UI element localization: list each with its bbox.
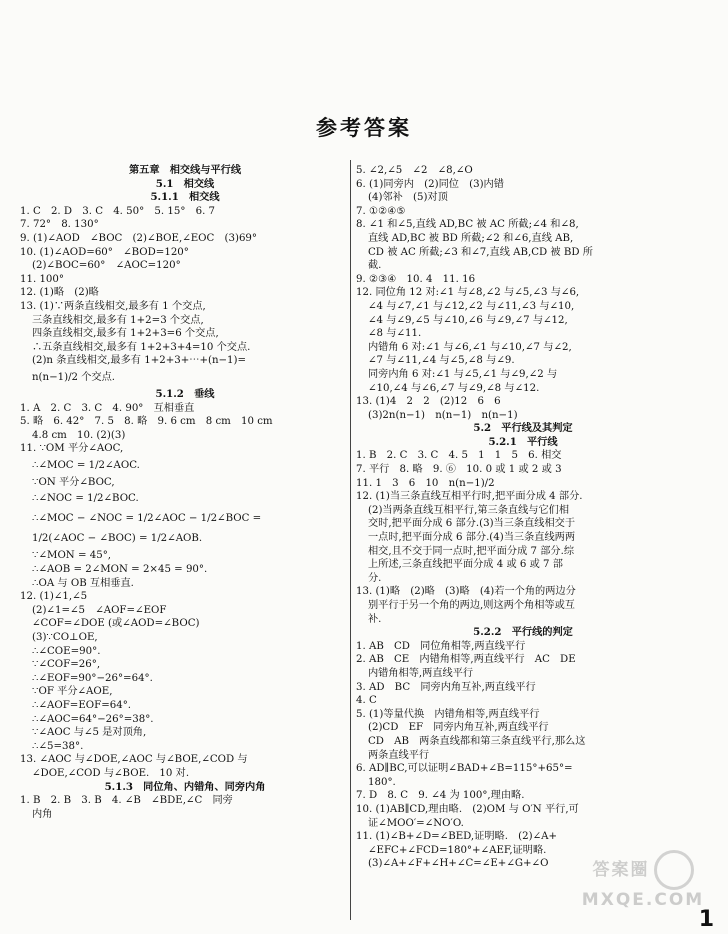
answer-line: 9. ②③④ 10. 4 11. 16 [356, 273, 476, 285]
answer-line: ∠COF=∠DOE (或∠AOD=∠BOC) [32, 618, 200, 630]
watermark-logo: 答案圈 MXQE.COM [568, 850, 718, 920]
answer-line: ∠8 与∠11. [368, 328, 422, 340]
answer-line: ∴五条直线相交,最多有 1+2+3+4=10 个交点. [32, 341, 251, 353]
answer-line: 1. A 2. C 3. C 4. 90° 互相垂直 [20, 402, 195, 414]
answer-line: (2)∠BOC=60° ∠AOC=120° [32, 260, 181, 272]
answer-line: 证∠MOO′=∠NO′O. [368, 817, 464, 829]
answer-line: CD 被 AC 所截;∠3 和∠7,直线 AB,CD 被 BD 所 [368, 246, 593, 258]
answer-line: 13. (1)略 (2)略 (3)略 (4)若一个角的两边分 [356, 586, 576, 598]
answer-line: n(n−1)/2 个交点. [32, 371, 116, 383]
answer-line: ∴∠AOC=64°−26°=38°. [32, 713, 154, 725]
answer-line: 11. 1 3 6 10 n(n−1)/2 [356, 477, 495, 489]
answer-line: ∠EFC+∠FCD=180°+∠AEF,证明略. [368, 844, 547, 856]
answer-line: 1. B 2. C 3. C 4. 5 1 1 5 6. 相交 [356, 450, 562, 462]
answer-line: ∠4 与∠9,∠5 与∠10,∠6 与∠9,∠7 与∠12, [368, 314, 568, 326]
page-title: 参考答案 [316, 115, 412, 140]
answer-line: 交时,把平面分成 6 部分.(3)当三条直线相交于 [368, 518, 576, 530]
answer-line: 6. AD∥BC,可以证明∠BAD+∠B=115°+65°= [356, 763, 573, 775]
answer-line: 1. B 2. B 3. B 4. ∠B ∠BDE,∠C 同旁 [20, 795, 233, 807]
answer-line: 上所述,三条直线把平面分成 4 或 6 或 7 部 [368, 559, 563, 571]
answer-line: ∴OA 与 OB 互相垂直. [32, 577, 134, 589]
answer-line: 两条直线平行 [368, 749, 430, 761]
answer-line: 5.2.2 平行线的判定 [473, 626, 573, 639]
answer-line: 7. 72° 8. 130° [20, 219, 99, 231]
answer-line: (2)∠1=∠5 ∠AOF=∠EOF [32, 604, 167, 616]
answer-line: ∠10,∠4 与∠6,∠7 与∠9,∠8 与∠12. [368, 382, 540, 394]
answer-line: ∴∠AOF=EOF=64°. [32, 700, 132, 711]
answer-line: 1. AB CD 同位角相等,两直线平行 [356, 640, 526, 652]
answer-line: (3)2n(n−1) n(n−1) n(n−1) [368, 409, 518, 421]
answer-line: 13. ∠AOC 与∠DOE,∠AOC 与∠BOE,∠COD 与 [20, 754, 248, 766]
answer-line: 7. 平行 8. 略 9. ⑥ 10. 0 或 1 或 2 或 3 [356, 464, 562, 476]
answer-line: ∠4 与∠7,∠1 与∠12,∠2 与∠11,∠3 与∠10, [368, 300, 575, 312]
answer-line: 10. (1)AB∥CD,理由略. (2)OM 与 O′N 平行,可 [356, 803, 579, 815]
answer-line: ∵OF 平分∠AOE, [32, 686, 113, 698]
answer-line: 10. (1)∠AOD=60° ∠BOD=120° [20, 246, 189, 258]
answer-line: (3)∠A+∠F+∠H+∠C=∠E+∠G+∠O [368, 858, 549, 870]
answer-line: ∴∠MOC = 1/2∠AOC. [32, 459, 140, 471]
answer-line: 4.8 cm 10. (2)(3) [32, 429, 126, 441]
answer-line: 3. AD BC 同旁内角互补,两直线平行 [356, 681, 536, 693]
answer-line: 12. 同位角 12 对:∠1 与∠8,∠2 与∠5,∠3 与∠6, [356, 287, 580, 299]
answer-line: ∴∠5=38°. [32, 740, 84, 752]
answer-line: 直线 AD,BC 被 BD 所截;∠2 和∠6,直线 AB, [368, 232, 574, 244]
answer-line: 四条直线相交,最多有 1+2+3=6 个交点, [32, 328, 219, 340]
answer-line: 补. [368, 613, 382, 625]
answer-line: 5. ∠2,∠5 ∠2 ∠8,∠O [356, 165, 473, 176]
answer-line: 内角 [32, 808, 53, 820]
answer-line: ∠7 与∠11,∠4 与∠5,∠8 与∠9. [368, 355, 515, 367]
answer-line: 5.1 相交线 [155, 177, 215, 190]
right-column [356, 164, 690, 871]
answer-line: 内错角相等,两直线平行 [368, 667, 474, 679]
answer-line: 8. ∠1 和∠5,直线 AD,BC 被 AC 所截;∠4 和∠8, [356, 219, 579, 231]
answer-line: ∵ON 平分∠BOC, [32, 476, 115, 488]
answer-line: 12. (1)当三条直线互相平行时,把平面分成 4 部分. [356, 491, 583, 503]
answer-line: (2)n 条直线相交,最多有 1+2+3+⋯+(n−1)= [32, 355, 247, 367]
answer-line: 11. (1)∠B+∠D=∠BED,证明略. (2)∠A+ [356, 831, 558, 843]
answer-line: ∴∠COE=90°. [32, 645, 101, 657]
answer-line: 5.2.1 平行线 [488, 435, 558, 448]
answer-line: (3)∵CO⊥OE, [32, 632, 98, 644]
answer-line: 内错角 6 对:∠1 与∠6,∠1 与∠10,∠7 与∠2, [368, 341, 572, 353]
answer-line: 一点时,把平面分成 6 部分.(4)当三条直线两两 [368, 532, 576, 544]
answer-line: 5.1.1 相交线 [150, 191, 220, 204]
answer-line: 13. (1)4 2 2 (2)12 6 6 [356, 396, 501, 408]
answer-line: 别平行于另一个角的两边,则这两个角相等或互 [368, 600, 575, 611]
answer-line: 第五章 相交线与平行线 [128, 164, 242, 176]
answer-line: 9. (1)∠AOD ∠BOC (2)∠BOE,∠EOC (3)69° [20, 232, 257, 244]
answer-line: 5. 略 6. 42° 7. 5 8. 略 9. 6 cm 8 cm 10 cm [20, 416, 273, 428]
answer-line: 截. [368, 260, 382, 272]
answer-line: 6. (1)同旁内 (2)同位 (3)内错 [356, 178, 504, 190]
answer-line: 分. [368, 572, 382, 584]
answer-line: (4)邻补 (5)对顶 [368, 192, 448, 204]
answer-line: ∴∠AOB = 2∠MON = 2×45 = 90°. [32, 564, 208, 576]
answer-line: (2)当两条直线互相平行,第三条直线与它们相 [368, 504, 570, 516]
answer-line: 7. ①②④⑤ [356, 205, 406, 217]
answer-line: 4. C [356, 695, 377, 707]
answer-line: 180°. [368, 776, 396, 788]
answer-line: 5.1.2 垂线 [155, 387, 215, 400]
page-number: 1 [698, 907, 714, 932]
column-divider [350, 160, 351, 920]
answer-line: ∠DOE,∠COD 与∠BOE. 10 对. [32, 767, 190, 779]
answer-line: 1. C 2. D 3. C 4. 50° 5. 15° 6. 7 [20, 205, 216, 217]
answer-line: 11. ∵OM 平分∠AOC, [20, 443, 124, 455]
answer-line: 11. 100° [20, 273, 64, 285]
answer-line: (2)CD EF 同旁内角互补,两直线平行 [368, 722, 549, 734]
answer-line: 5.2 平行线及其判定 [473, 422, 573, 435]
answer-line: ∵∠AOC 与∠5 是对顶角, [32, 727, 147, 739]
answer-line: 12. (1)略 (2)略 [20, 287, 99, 299]
answer-line: ∴∠NOC = 1/2∠BOC. [32, 493, 139, 505]
answer-line: 13. (1)∵两条直线相交,最多有 1 个交点, [20, 300, 206, 312]
answer-line: ∴∠MOC − ∠NOC = 1/2∠AOC − 1/2∠BOC = [32, 513, 262, 525]
answer-line: 2. AB CE 内错角相等,两直线平行 AC DE [356, 654, 576, 666]
answer-line: ∵∠MON = 45°, [32, 550, 112, 562]
answer-line: 5. (1)等量代换 内错角相等,两直线平行 [356, 708, 540, 720]
answer-line: 5.1.3 同位角、内错角、同旁内角 [104, 780, 266, 793]
answer-line: ∵∠COF=26°, [32, 659, 101, 671]
answer-line: 相交,且不交于同一点时,把平面分成 7 部分.综 [368, 545, 575, 557]
left-column [20, 164, 350, 821]
answer-line: 7. D 8. C 9. ∠4 为 100°,理由略. [356, 790, 525, 802]
answer-line: ∴∠EOF=90°−26°=64°. [32, 672, 153, 684]
answer-line: CD AB 两条直线都和第三条直线平行,那么这 [368, 735, 586, 747]
answer-line: 同旁内角 6 对:∠1 与∠5,∠1 与∠9,∠2 与 [368, 368, 558, 380]
answer-line: 三条直线相交,最多有 1+2=3 个交点, [32, 314, 204, 326]
answer-line: 1/2(∠AOC − ∠BOC) = 1/2∠AOB. [32, 533, 203, 545]
answer-line: 12. (1)∠1,∠5 [20, 591, 88, 603]
